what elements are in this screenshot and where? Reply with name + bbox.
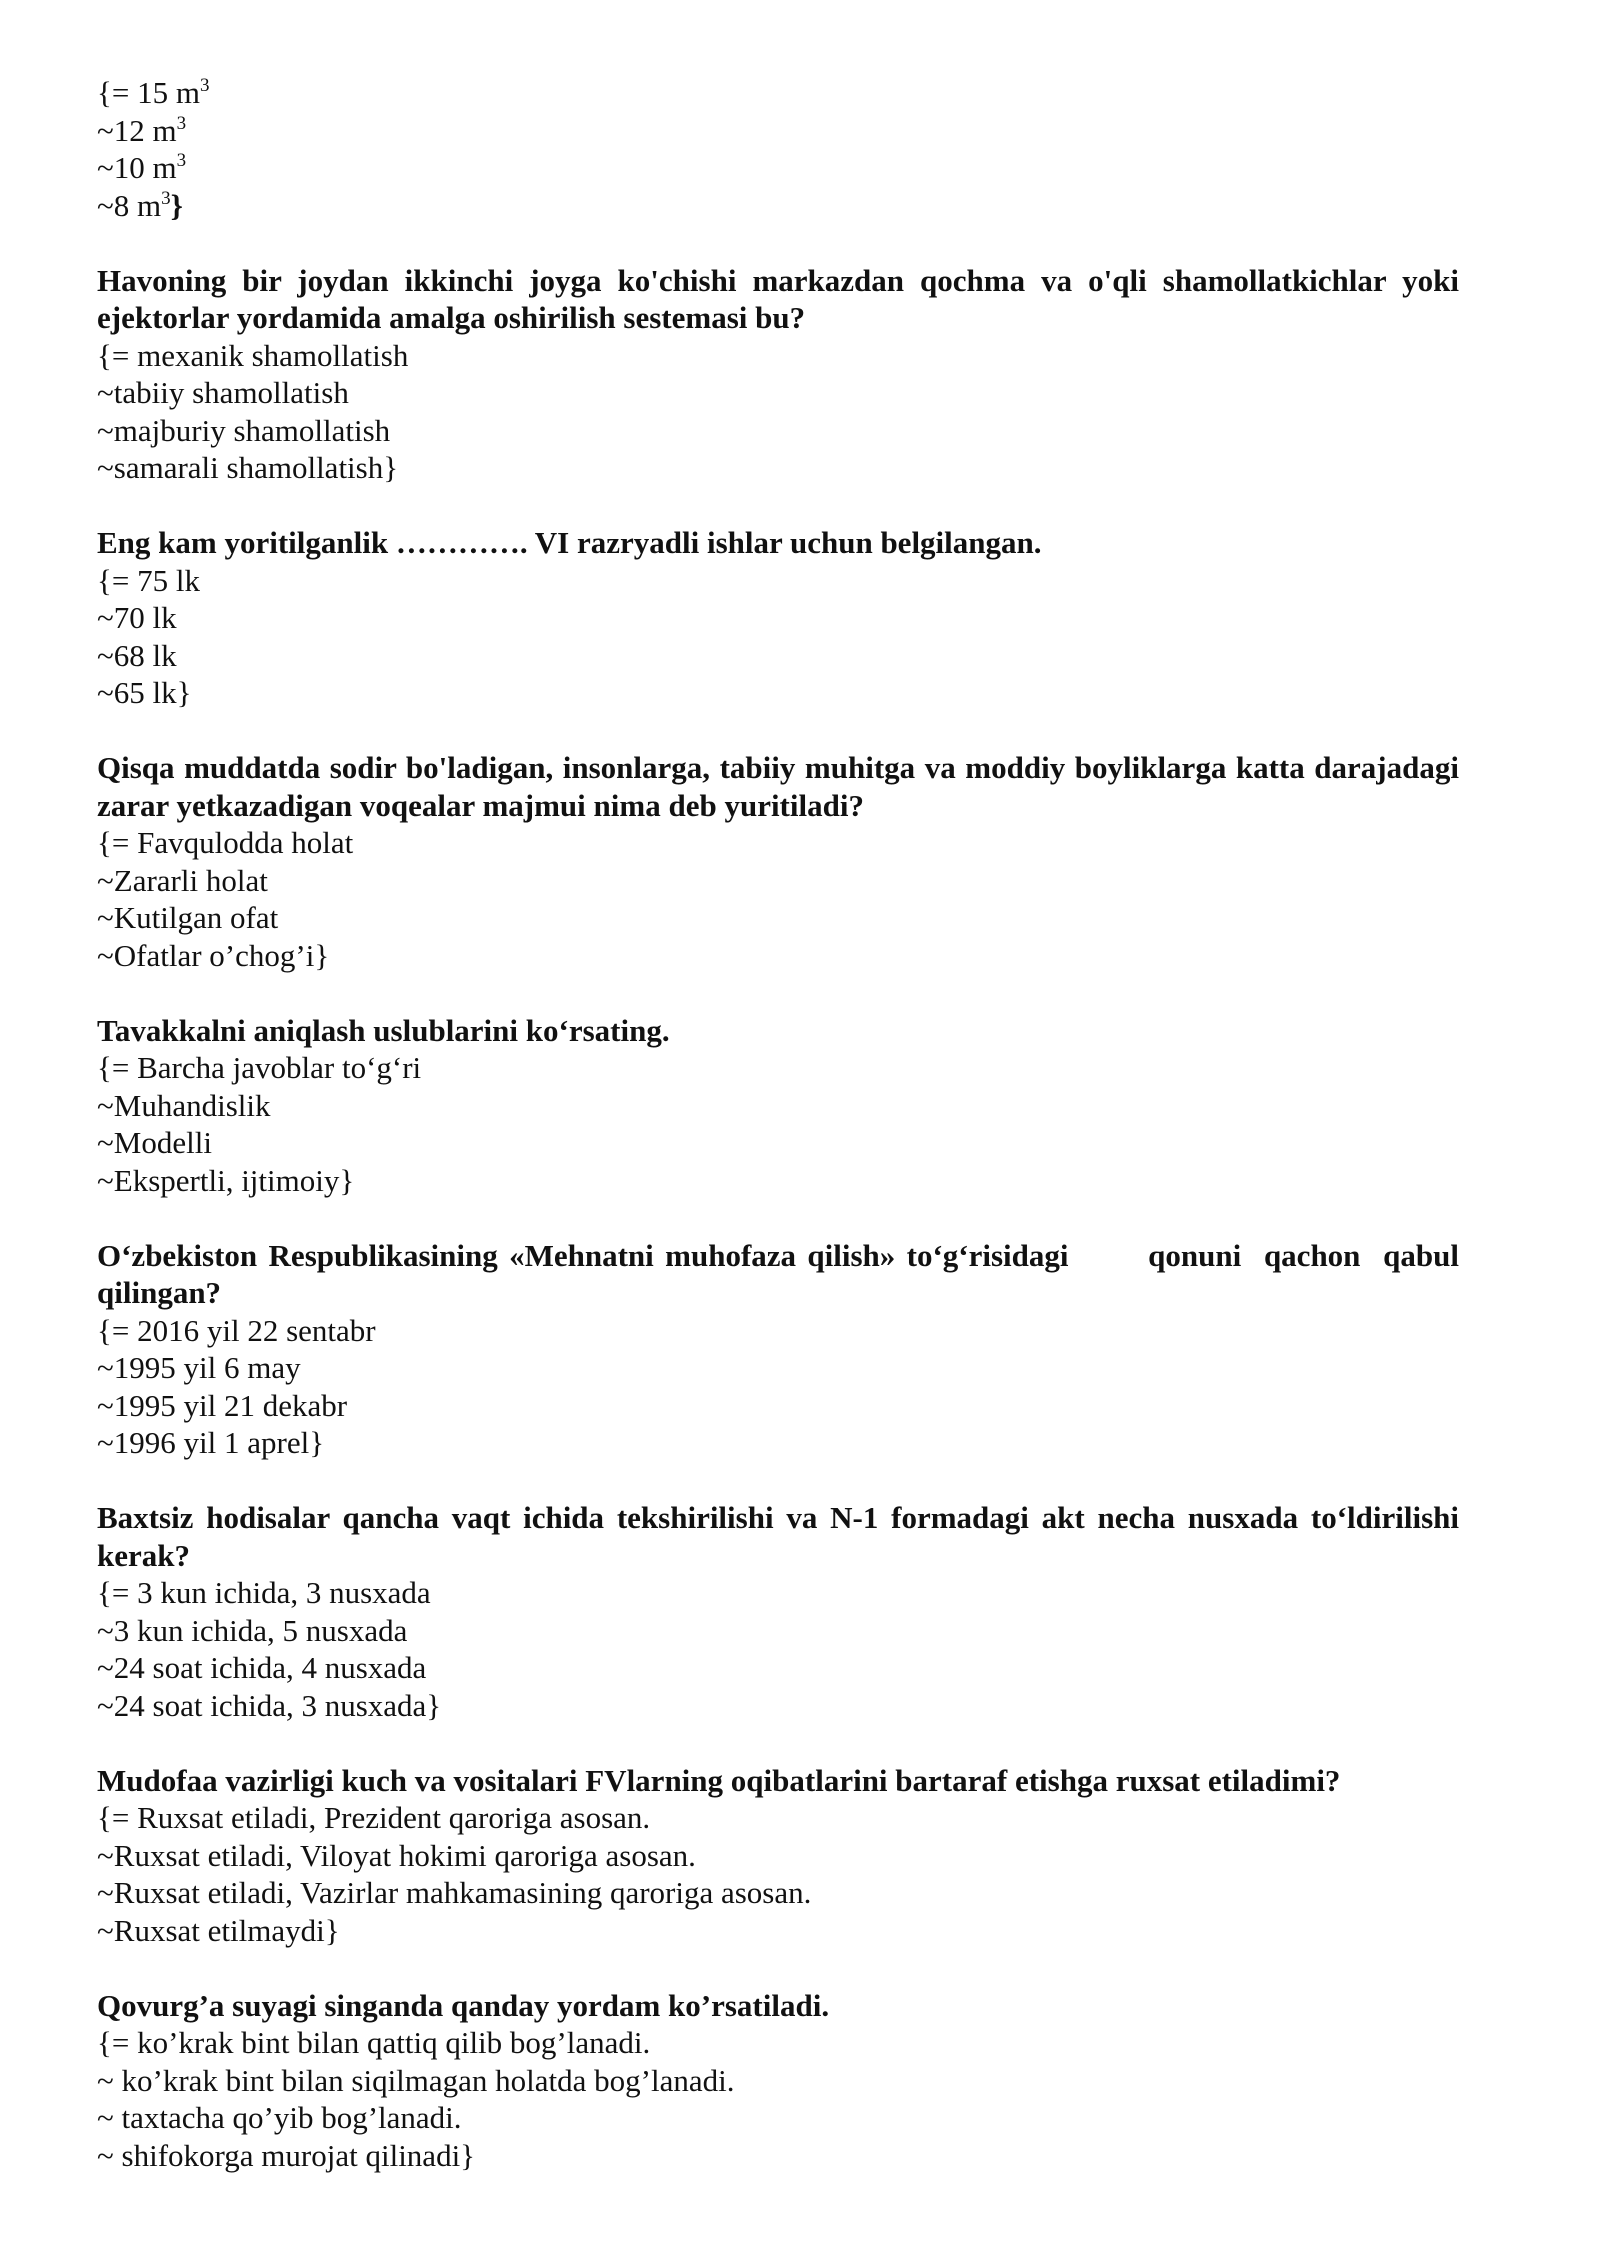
answer-option: ~tabiiy shamollatish	[97, 375, 349, 410]
answer-option: {= Ruxsat etiladi, Prezident qaroriga asosan.	[97, 1800, 651, 1835]
superscript: 3	[176, 150, 187, 171]
answer-option: ~samarali shamollatish}	[97, 450, 399, 485]
question-text: Havoning bir joydan ikkinchi joyga ko'chishi markazdan qochma va o'qli shamollatkichlar yoki ejektorlar yordamida amalga oshirilish sestemasi bu?	[97, 262, 1459, 335]
answer-option: {= Barcha javoblar to‘g‘ri	[97, 1050, 422, 1085]
question-block-risk	[97, 1012, 1459, 1200]
question-block-emergency	[97, 749, 1459, 974]
option-text: ~8 m	[97, 187, 162, 223]
question-block-law	[97, 1237, 1467, 1462]
answer-option: ~Ruxsat etiladi, Vazirlar mahkamasining qaroriga asosan.	[97, 1875, 812, 1910]
answer-option: ~majburiy shamollatish	[97, 412, 391, 448]
question-text: Tavakkalni aniqlash uslublarini ko‘rsating.	[97, 1012, 670, 1048]
answer-option: ~Ruxsat etiladi, Viloyat hokimi qaroriga asosan.	[97, 1837, 696, 1873]
answer-option: ~68 lk	[97, 637, 177, 673]
question-block-first-aid	[97, 1987, 1459, 2175]
spacer	[97, 1199, 1459, 1237]
superscript: 3	[176, 112, 187, 134]
answer-option	[97, 74, 1459, 112]
answer-option: ~1996 yil 1 aprel}	[97, 1425, 325, 1460]
answer-option: ~1995 yil 6 may	[97, 1350, 301, 1385]
answer-option: {= Favqulodda holat	[97, 825, 354, 860]
answer-option: ~ ko’krak bint bilan siqilmagan holatda bog’lanadi.	[97, 2062, 735, 2098]
answer-option: ~Zararli holat	[97, 862, 268, 898]
answer-option: ~ shifokorga murojat qilinadi}	[97, 2137, 476, 2173]
answer-option: ~24 soat ichida, 4 nusxada	[97, 1650, 427, 1685]
question-text: Baxtsiz hodisalar qancha vaqt ichida tekshirilishi va N-1 formadagi akt necha nusxada to‘ldirilishi kerak?	[97, 1500, 1459, 1573]
answer-option: ~ taxtacha qo’yib bog’lanadi.	[97, 2100, 462, 2135]
question-text: Qisqa muddatda sodir bo'ladigan, insonlarga, tabiiy muhitga va moddiy boyliklarga katta darajadagi zarar yetkazadigan voqealar majmui nima deb yuritiladi?	[97, 750, 1459, 823]
spacer	[97, 1949, 1459, 1987]
answer-option: {= 2016 yil 22 sentabr	[97, 1312, 376, 1348]
question-text: Eng kam yoritilganlik …………. VI razryadli ishlar uchun belgilangan.	[97, 525, 1042, 560]
answer-option: ~Ruxsat etilmaydi}	[97, 1912, 340, 1948]
answer-option: {= mexanik shamollatish	[97, 337, 409, 373]
question-text: O‘zbekiston Respublikasining «Mehnatni muhofaza qilish» to‘g‘risidagi qonuni qachon qabul qilingan?	[97, 1237, 1467, 1310]
answer-option	[97, 112, 1459, 150]
answer-option	[97, 149, 1459, 187]
answer-option: {= 75 lk	[97, 562, 200, 598]
superscript: 3	[161, 187, 171, 209]
answer-option: ~65 lk}	[97, 675, 192, 710]
closing-brace: }	[170, 187, 183, 223]
answer-option	[97, 187, 1459, 225]
document-page	[97, 74, 1467, 2174]
option-text: {= 15 m	[97, 75, 200, 110]
question-text: Qovurg’a suyagi singanda qanday yordam ko’rsatiladi.	[97, 1987, 830, 2023]
spacer	[97, 487, 1459, 525]
answer-option: ~Ofatlar o’chog’i}	[97, 937, 330, 973]
question-block-defense	[97, 1762, 1459, 1950]
answer-option: ~Ekspertli, ijtimoiy}	[97, 1162, 355, 1198]
spacer	[97, 1724, 1459, 1762]
superscript: 3	[199, 75, 210, 96]
answer-option: ~Muhandislik	[97, 1087, 271, 1123]
answer-option: ~70 lk	[97, 600, 177, 635]
question-block-ventilation	[97, 262, 1459, 487]
answer-option: ~Kutilgan ofat	[97, 900, 279, 935]
option-text: ~10 m	[97, 150, 177, 185]
answer-option: ~24 soat ichida, 3 nusxada}	[97, 1687, 442, 1723]
answer-option: {= 3 kun ichida, 3 nusxada	[97, 1575, 431, 1610]
spacer	[97, 224, 1459, 262]
question-block-illumination	[97, 524, 1459, 712]
answer-option: ~3 kun ichida, 5 nusxada	[97, 1612, 408, 1648]
answer-option: ~Modelli	[97, 1125, 212, 1160]
answer-option: {= ko’krak bint bilan qattiq qilib bog’lanadi.	[97, 2025, 651, 2060]
option-text: ~12 m	[97, 112, 177, 148]
question-block-volume	[97, 74, 1459, 224]
question-text: Mudofaa vazirligi kuch va vositalari FVlarning oqibatlarini bartaraf etishga ruxsat etiladimi?	[97, 1762, 1341, 1798]
answer-option: ~1995 yil 21 dekabr	[97, 1387, 348, 1423]
spacer	[97, 712, 1459, 750]
question-block-accidents	[97, 1499, 1459, 1724]
spacer	[97, 1462, 1459, 1500]
spacer	[97, 974, 1459, 1012]
